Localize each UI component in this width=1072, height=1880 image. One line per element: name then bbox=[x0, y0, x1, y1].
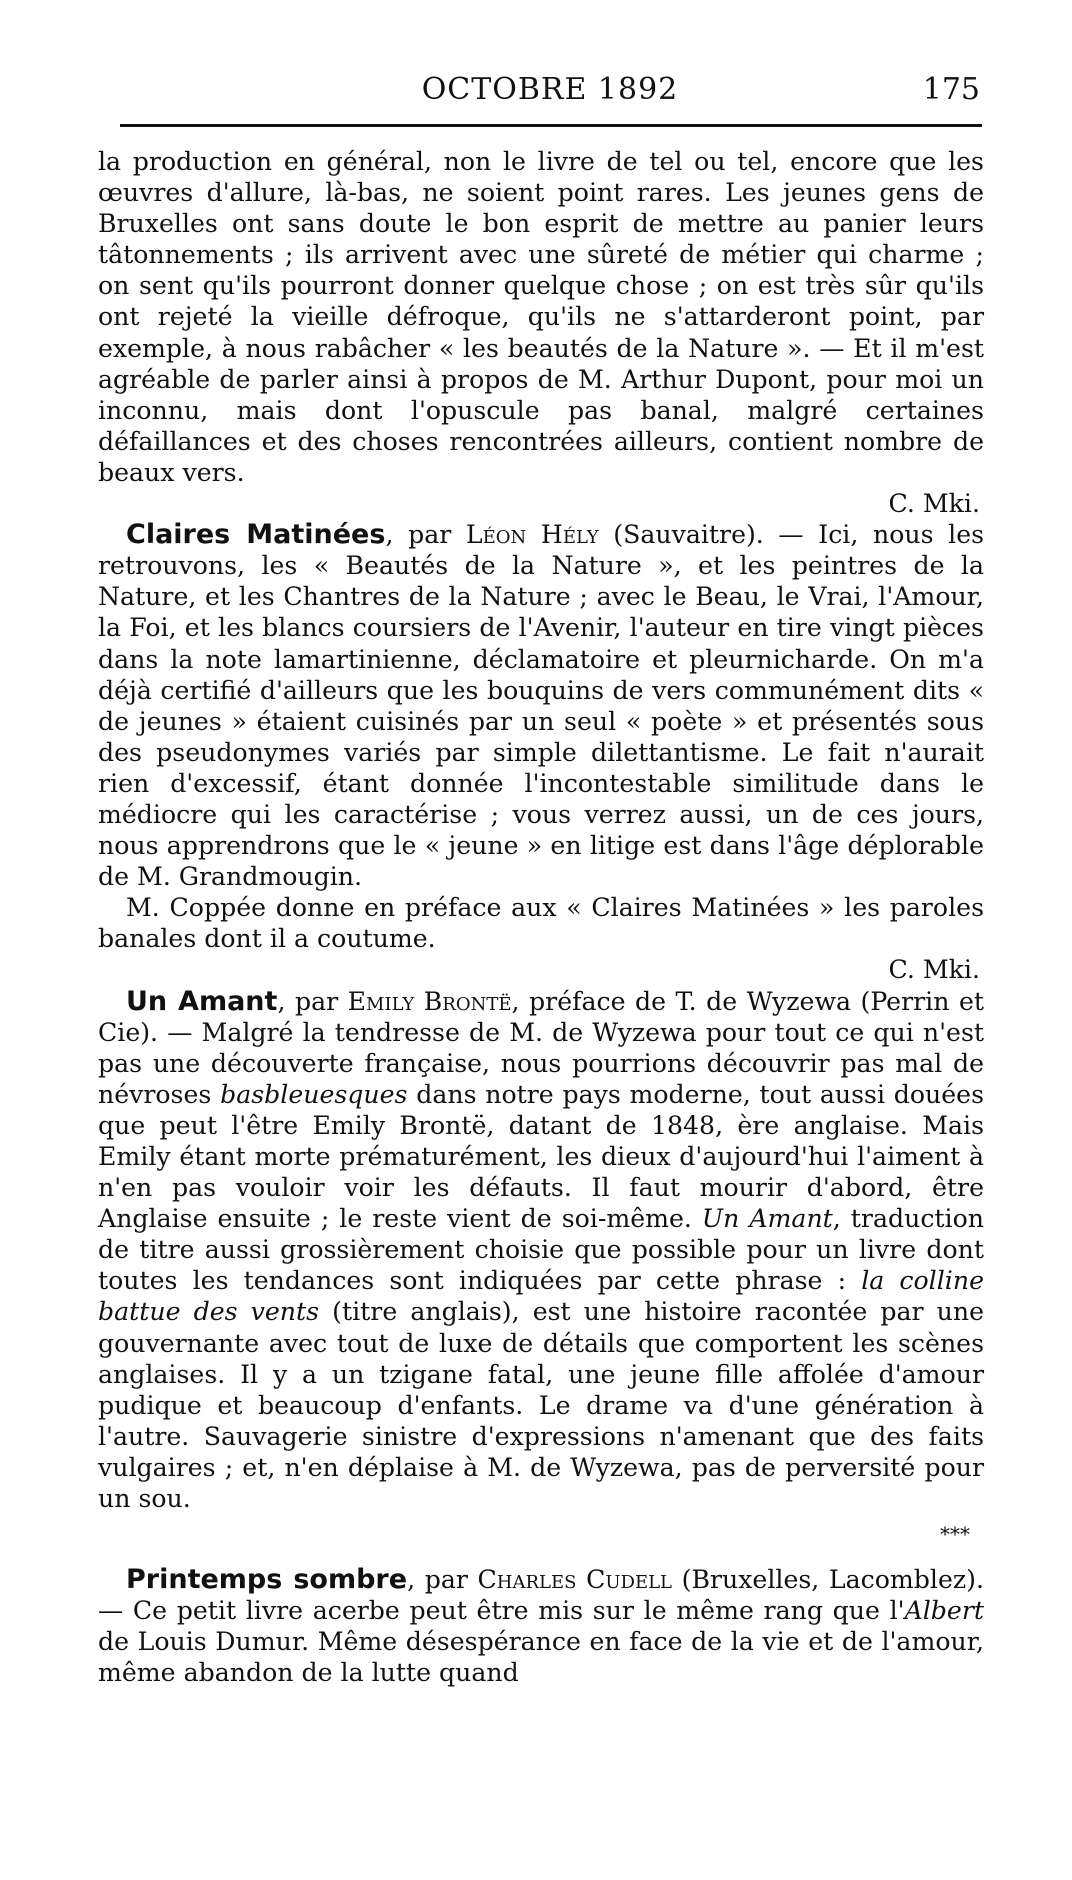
review-text: (Sauvaitre). — Ici, nous les retrouvons, les « Beautés de la Nature », et les peintres de la Nature, et les Chantres de la Nature ; avec le Beau, le Vrai, l'Amour, la Foi, et les blancs coursiers de l'Avenir, l'auteur en tire vingt pièces dans la note lamartinienne, déclamatoire et pleurnicharde. On m'a déjà certifié d'ailleurs que les bouquins de vers communément dits « de jeunes » étaient cuisinés par un seul « poète » et présentés sous des pseudonymes variés par simple dilettantisme. Le fait n'aurait rien d'excessif, étant donnée l'incontestable similitude dans le médiocre qui les caractérise ; vous verrez aussi, un de ces jours, nous apprendrons que le « jeune » en litige est dans l'âge déplorable de M. Grandmougin. bbox=[98, 520, 985, 892]
review-claires-matinees-paragraph-2: M. Coppée donne en préface aux « Claires Matinées » les paroles banales dont il a coutume. bbox=[98, 893, 984, 954]
review-author: Charles Cudell bbox=[477, 1565, 672, 1595]
running-head bbox=[120, 72, 980, 112]
review-by: , par bbox=[277, 986, 348, 1016]
review-italic: basbleuesques bbox=[220, 1079, 408, 1109]
review-printemps-sombre bbox=[98, 1564, 984, 1688]
review-title: Un Amant bbox=[126, 985, 278, 1017]
review-by: , par bbox=[407, 1565, 478, 1595]
header-rule bbox=[120, 124, 982, 127]
page-number: 175 bbox=[922, 72, 980, 107]
review-claires-matinees bbox=[98, 519, 984, 892]
running-head-title: OCTOBRE 1892 bbox=[421, 72, 679, 107]
review-text: (Bruxelles, Lacomblez). — Ce petit livre acerbe peut être mis sur le même rang que l' bbox=[98, 1565, 984, 1626]
review-text: dans notre pays moderne, tout aussi douées que peut l'être Emily Brontë, datant de 1848, ère anglaise. Mais Emily étant morte prématurément, les dieux d'aujourd'hui l'aiment à n'en pas vouloir voir les défauts. Il faut mourir d'abord, être Anglaise ensuite ; le reste vient de soi-même. bbox=[98, 1079, 985, 1234]
body-text bbox=[98, 146, 984, 1689]
review-italic: Albert bbox=[904, 1596, 984, 1626]
review-italic: Un Amant bbox=[701, 1204, 833, 1234]
review-text: (titre anglais), est une histoire racontée par une gouvernante avec tout de luxe de détails que comportent les scènes anglaises. Il y a un tzigane fatal, une jeune fille affolée d'amour pudique et beaucoup d'enfants. Le drame va d'une génération à l'autre. Sauvagerie sinistre d'expressions n'amenant que des faits vulgaires ; et, n'en déplaise à M. de Wyzewa, pas de perversité pour un sou. bbox=[98, 1297, 984, 1514]
review-author: Emily Brontë bbox=[347, 986, 512, 1016]
section-separator: *** bbox=[940, 1522, 970, 1547]
review-author: Léon Hély bbox=[465, 520, 599, 550]
review-by: , par bbox=[385, 520, 466, 550]
review-title: Claires Matinées bbox=[126, 519, 386, 551]
review-italic: la colline battue des vents bbox=[98, 1266, 984, 1327]
review-text: , traduction de titre aussi grossièrement choisie que possible pour un livre dont toutes les tendances sont indiquées par cette phrase : bbox=[98, 1204, 984, 1296]
review-un-amant bbox=[98, 986, 984, 1515]
review-text: de Louis Dumur. Même désespérance en face de la vie et de l'amour, même abandon de la lutte quand bbox=[98, 1627, 984, 1688]
review-text: , préface de T. de Wyzewa (Perrin et Cie). — Malgré la tendresse de M. de Wyzewa pour tout ce qui n'est pas une découverte française, nous pourrions découvrir pas mal de névroses bbox=[98, 986, 984, 1109]
intro-paragraph: la production en général, non le livre de tel ou tel, encore que les œuvres d'allure, là-bas, ne soient point rares. Les jeunes gens de Bruxelles ont sans doute le bon esprit de mettre au panier leurs tâtonnements ; ils arrivent avec une sûreté de métier qui charme ; on sent qu'ils pourront donner quelque chose ; on est très sûr qu'ils ont rejeté la vieille défroque, qu'ils ne s'attarderont point, par exemple, à nous rabâcher « les beautés de la Nature ». — Et il m'est agréable de parler ainsi à propos de M. Arthur Dupont, pour moi un inconnu, mais dont l'opuscule pas banal, malgré certaines défaillances et des choses rencontrées ailleurs, contient nombre de beaux vers. bbox=[98, 147, 984, 487]
intro-signature: C. Mki. bbox=[888, 489, 980, 519]
review-title: Printemps sombre bbox=[126, 1564, 408, 1596]
review-claires-matinees-signature: C. Mki. bbox=[888, 955, 980, 985]
